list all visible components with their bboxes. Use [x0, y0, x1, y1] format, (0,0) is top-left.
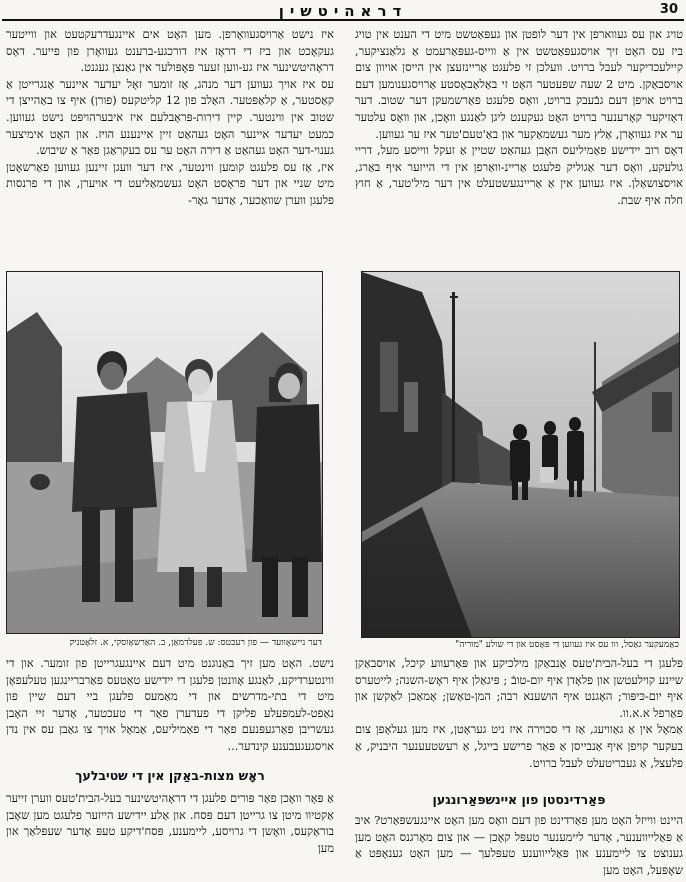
left-column-bottom-text [6, 655, 334, 755]
right-column-bottom-text [355, 655, 683, 773]
paragraph: אַ פּאָר וואָכן פאַר פּורים פלעגן די דראָהיטשינער בעל-הבית'טעס ווערן זייער אַקטיוו מיטן צו גרייטן דעם פּסח. און אַלע יידישע הייזער פלעגט מען שאָבן בוראַקעס, וואָשן די גרויסע, ליימענע, פּסח'דיקע טעפּ אָדער שעפּלאַך און מען [6, 791, 334, 855]
street-photo [361, 271, 680, 638]
left-column-top-text [6, 26, 334, 270]
page-header [0, 0, 686, 24]
paragraph: טויג און עס געווארפן אין דער לופטן און געפּאַטשט מיט די הענט אין טויג ביז עס האָט זיך אויסגעפּאַטשט אין אַ ווייס-געפּאַרעמט אַ גלאַנציקער, קיילעכדיקער לעבל ברויט. וועלכן זי פלעגט אַריינזעצן אין הייסן אויוון צום אויסבאַקן. מיט 2 שעה שפּעטער האָט זי באַלאַבאָסטע אַרויסגענומען דעם ברויט אויפן דעם גבֿעבק ברויט, וואָס פלעגט פאַרשמעקן דער שטוב. דער דאָזיקער קאָרענער ברויט האָט געקענט ליגן לאַנגע וואָכן, און וואָס עלטער ער איז געוואָרן, אַלץ מער געשמאַקער און באַ'טעם'טער איז ער געווען. דאָס רוב יידישע פאַמיליעס האָבן געהאַט שטיין אַ זעקל ווייסע מעל, דריי גולעקע, וואָס דער אַגוליק פלעגט אַריינ-וואַרפן אין די הייזער איף באַרג, אויסצושאַלן. איז געווען אין אַ אַריינגעשטעלט אין דער מיל'טער, אַ חוץ חלה איף שבת. [355, 27, 683, 207]
photo-caption: דער ניישאָוועד — פון רעכטס: ש. פעלדמאַן, ב. האַרשאָוסקי, א. זלאָטניק [69, 638, 322, 648]
page-number: 30 [659, 2, 678, 17]
paragraph: נישט. האָט מען זיך באַנוגנט מיט דעם איינגעגרייטן פון זומער. און די ווינטערדיקע, לאַנגע אָוונטן פלעגן די יידישע טאַטעס פאַרבריינגען טעלעפאָן מיט די בתי-מדרשים און די מאַמעס פלעגן ביי דעם שיין פון נאַפט-לעמפּעלע פליקן די פעדערן פאַר די טעכטער, אָדער זיי האָבן געשריבן פאַרגעפּנעם פאַר די פאַמיליעס, אַמאָל אויך צו גאַבן עס אין נדן אויסגעגעבענע קינדער... [6, 656, 334, 753]
section-heading: פּאַרדינסטן פון איינשפּאַרונגען [432, 792, 606, 807]
paragraph: פלעגן די בעל-הבית'טעס אָנבאַקן מילכיקע און פּאַרעווע קיכל, אויסבאַקן שיינע קוילעטשן און פלאָדן איף יום-טובֿ ; פּיגאַלן איף ראָש-השנה; לייטערס איף יום-כּיפּור; האָגנט איף הושענא רבה; המן-טאַשן; אָמאַכן לאַקשן און פאַרפל א.א.וו. אַמאָל אין אַ גאַוויעג, אַז די סכוירה איז ניט געראָטן, איז מען געלאָפן צום בעקער קויפן איף אַנבייסן אַ פּאַר פרישע בייגל, אַ רעשטעענער היבניק, אַ פלעצל, אַ געבריטעלט לעבל ברויט. [355, 656, 683, 770]
street-photo-image [362, 272, 679, 637]
header-rule [2, 19, 684, 21]
right-column-top-text [355, 26, 683, 270]
portrait-photo [6, 271, 323, 634]
running-title: דראהיטשין [278, 2, 408, 20]
paragraph: היינט ווייזל האָט מען פאַרדינט פון דעם וואָס מען האָט איינגעשפּאַרט? איבּ אַ פּאַלייווענער, אָדער ליימענער טעפּל קאָכן — און צום מאָרגנס האָט מען גענוצט צו ליימענע און פּאַלייווענע טעפּלעך — מען האָט גענאָפּט אַ שאָפּעל, האָט מען [355, 813, 683, 877]
section-heading: ראָש מצות-באַקן אין די שטיבלעך [75, 768, 265, 783]
left-section-text [6, 790, 334, 882]
right-section-text [355, 812, 683, 882]
portrait-photo-image [7, 272, 322, 633]
paragraph: איז נישט אַרויסגעוואָרפן. מען האָט אים איינגעדרעקטעט און ווייטער געקאָכט און ביז די דראָז איז דורכגע-ברענט געוואָרן פון פייער. דאָס דראָהיטשינער איז גע-ווען זעער פּאָפּולער אין גאַנצן געגנט. עס איז אויך געווען דער מנהג, אַז זומער זאָל יעדער איינער אַנגרייטן אַ קאַסטער, אַ קלאַפּטער. האַלב פון 12 קליטקעס (פורן) איף צו באַהייצן די שטוב אין ווינטער. קיין דירות-פּראָבלעם איז איבערהויפּט נישט געווען. כמעט יעדער איינער האָט געהאַט זיין איינענע הויז. און האָט אימיצער גענוי-דער האָט געהאַט אַ דירה האָט ער עס בעקראַגן פאַר אַ שיבוש. איז, אַז עס פלעגט קומען ווינטער, איז דער וועגן זיינען געווען פאַרשאָטן מיט שניי און דער פראָסט האָט געשמאַליעט די אויערן, און די פרנסות פלעגן ווערן שוואַכער, אַדער גאָר- [6, 27, 334, 207]
photo-caption: כאָמעקער גאַסל, ווו עס איז געווען די פּאָסט און די שולע "מוריה" [455, 640, 679, 650]
